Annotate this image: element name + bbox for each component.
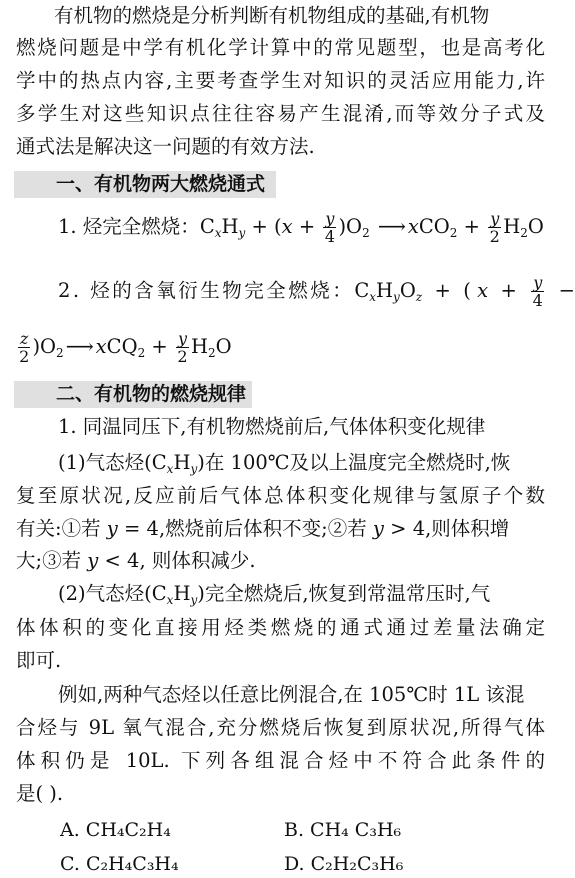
fraction-y-over-2: $\frac{y}{2}$ [489, 209, 500, 246]
option-a[interactable]: A. CH₄C₂H₄ [60, 819, 171, 841]
equation-oxygen-derivative-line-1: 2. 烃的含氧衍生物完全燃烧：$C_xH_yO_z$ + ( x + $\frac{y}{4}$ − [58, 273, 575, 310]
example-line-3: 体积仍是 10L. 下列各组混合烃中不符合此条件的 [16, 749, 545, 772]
fraction-y-over-2-b: $\frac{y}{2}$ [177, 329, 188, 366]
section-2-heading: 二、有机物的燃烧规律 [56, 383, 247, 405]
intro-line-5: 通式法是解决这一问题的有效方法. [16, 135, 315, 158]
fraction-z-over-2: $\frac{z}{2}$ [19, 329, 30, 366]
equation-1-prefix: 1. 烃完全燃烧： [58, 215, 200, 238]
p1-line-4: 大;③若 y < 4, 则体积减少. [16, 549, 256, 572]
intro-line-4: 多学生对这些知识点往往容易产生混淆,而等效分子式及 [16, 102, 545, 125]
p1-line-3: 有关:①若 y = 4,燃烧前后体积不变;②若 y > 4,则体积增 [16, 517, 510, 540]
fraction-y-over-4: $\frac{y}{4}$ [324, 209, 336, 246]
p1-line-1: (1)气态烃$(C_xH_y)$在 100℃及以上温度完全燃烧时,恢 [58, 451, 511, 476]
example-line-1: 例如,两种气态烃以任意比例混合,在 105℃时 1L 该混 [58, 683, 525, 706]
p2-line-3: 即可. [16, 649, 62, 672]
rule-1: 1. 同温同压下,有机物燃烧前后,气体体积变化规律 [58, 415, 486, 438]
intro-line-2: 燃烧问题是中学有机化学计算中的常见题型，也是高考化 [16, 36, 545, 59]
equation-2-prefix: 2. 烃的含氧衍生物完全燃烧： [58, 279, 355, 302]
equation-hydrocarbon: 1. 烃完全燃烧：$C_xH_y + (x$ + $\frac{y}{4}$ )$O_2$ ⟶ xCO$_2$ + $\frac{y}{2}$ $H_2O$ [58, 209, 544, 246]
option-c[interactable]: C. C₂H₄C₃H₄ [60, 853, 179, 875]
option-b[interactable]: B. CH₄ C₃H₆ [284, 819, 402, 841]
equation-oxygen-derivative-line-2: $\frac{z}{2}$ )$O_2$ ⟶ xCQ$_2$ + $\frac{y}{2}$ $H_2O$ [19, 329, 232, 366]
example-line-2: 合烃与 9L 氧气混合,充分燃烧后恢复到原状况,所得气体 [16, 716, 545, 739]
example-line-4: 是( ). [16, 782, 64, 805]
option-d[interactable]: D. C₂H₂C₃H₆ [284, 853, 404, 875]
p2-line-2: 体体积的变化直接用烃类燃烧的通式通过差量法确定 [16, 616, 545, 639]
p1-line-2: 复至原状况,反应前后气体总体积变化规律与氢原子个数 [16, 484, 545, 507]
p2-line-1: (2)气态烃$(C_xH_y)$完全燃烧后,恢复到常温常压时,气 [58, 582, 491, 607]
section-1-heading: 一、有机物两大燃烧通式 [56, 173, 266, 195]
arrow-icon-2: ⟶ [65, 335, 94, 358]
fraction-y-over-4-b: $\frac{y}{4}$ [532, 273, 543, 310]
intro-line-3: 学中的热点内容,主要考查学生对知识的灵活应用能力,许 [16, 69, 545, 92]
intro-line-1: 有机物的燃烧是分析判断有机物组成的基础,有机物 [54, 4, 490, 27]
arrow-icon: ⟶ [377, 215, 406, 238]
